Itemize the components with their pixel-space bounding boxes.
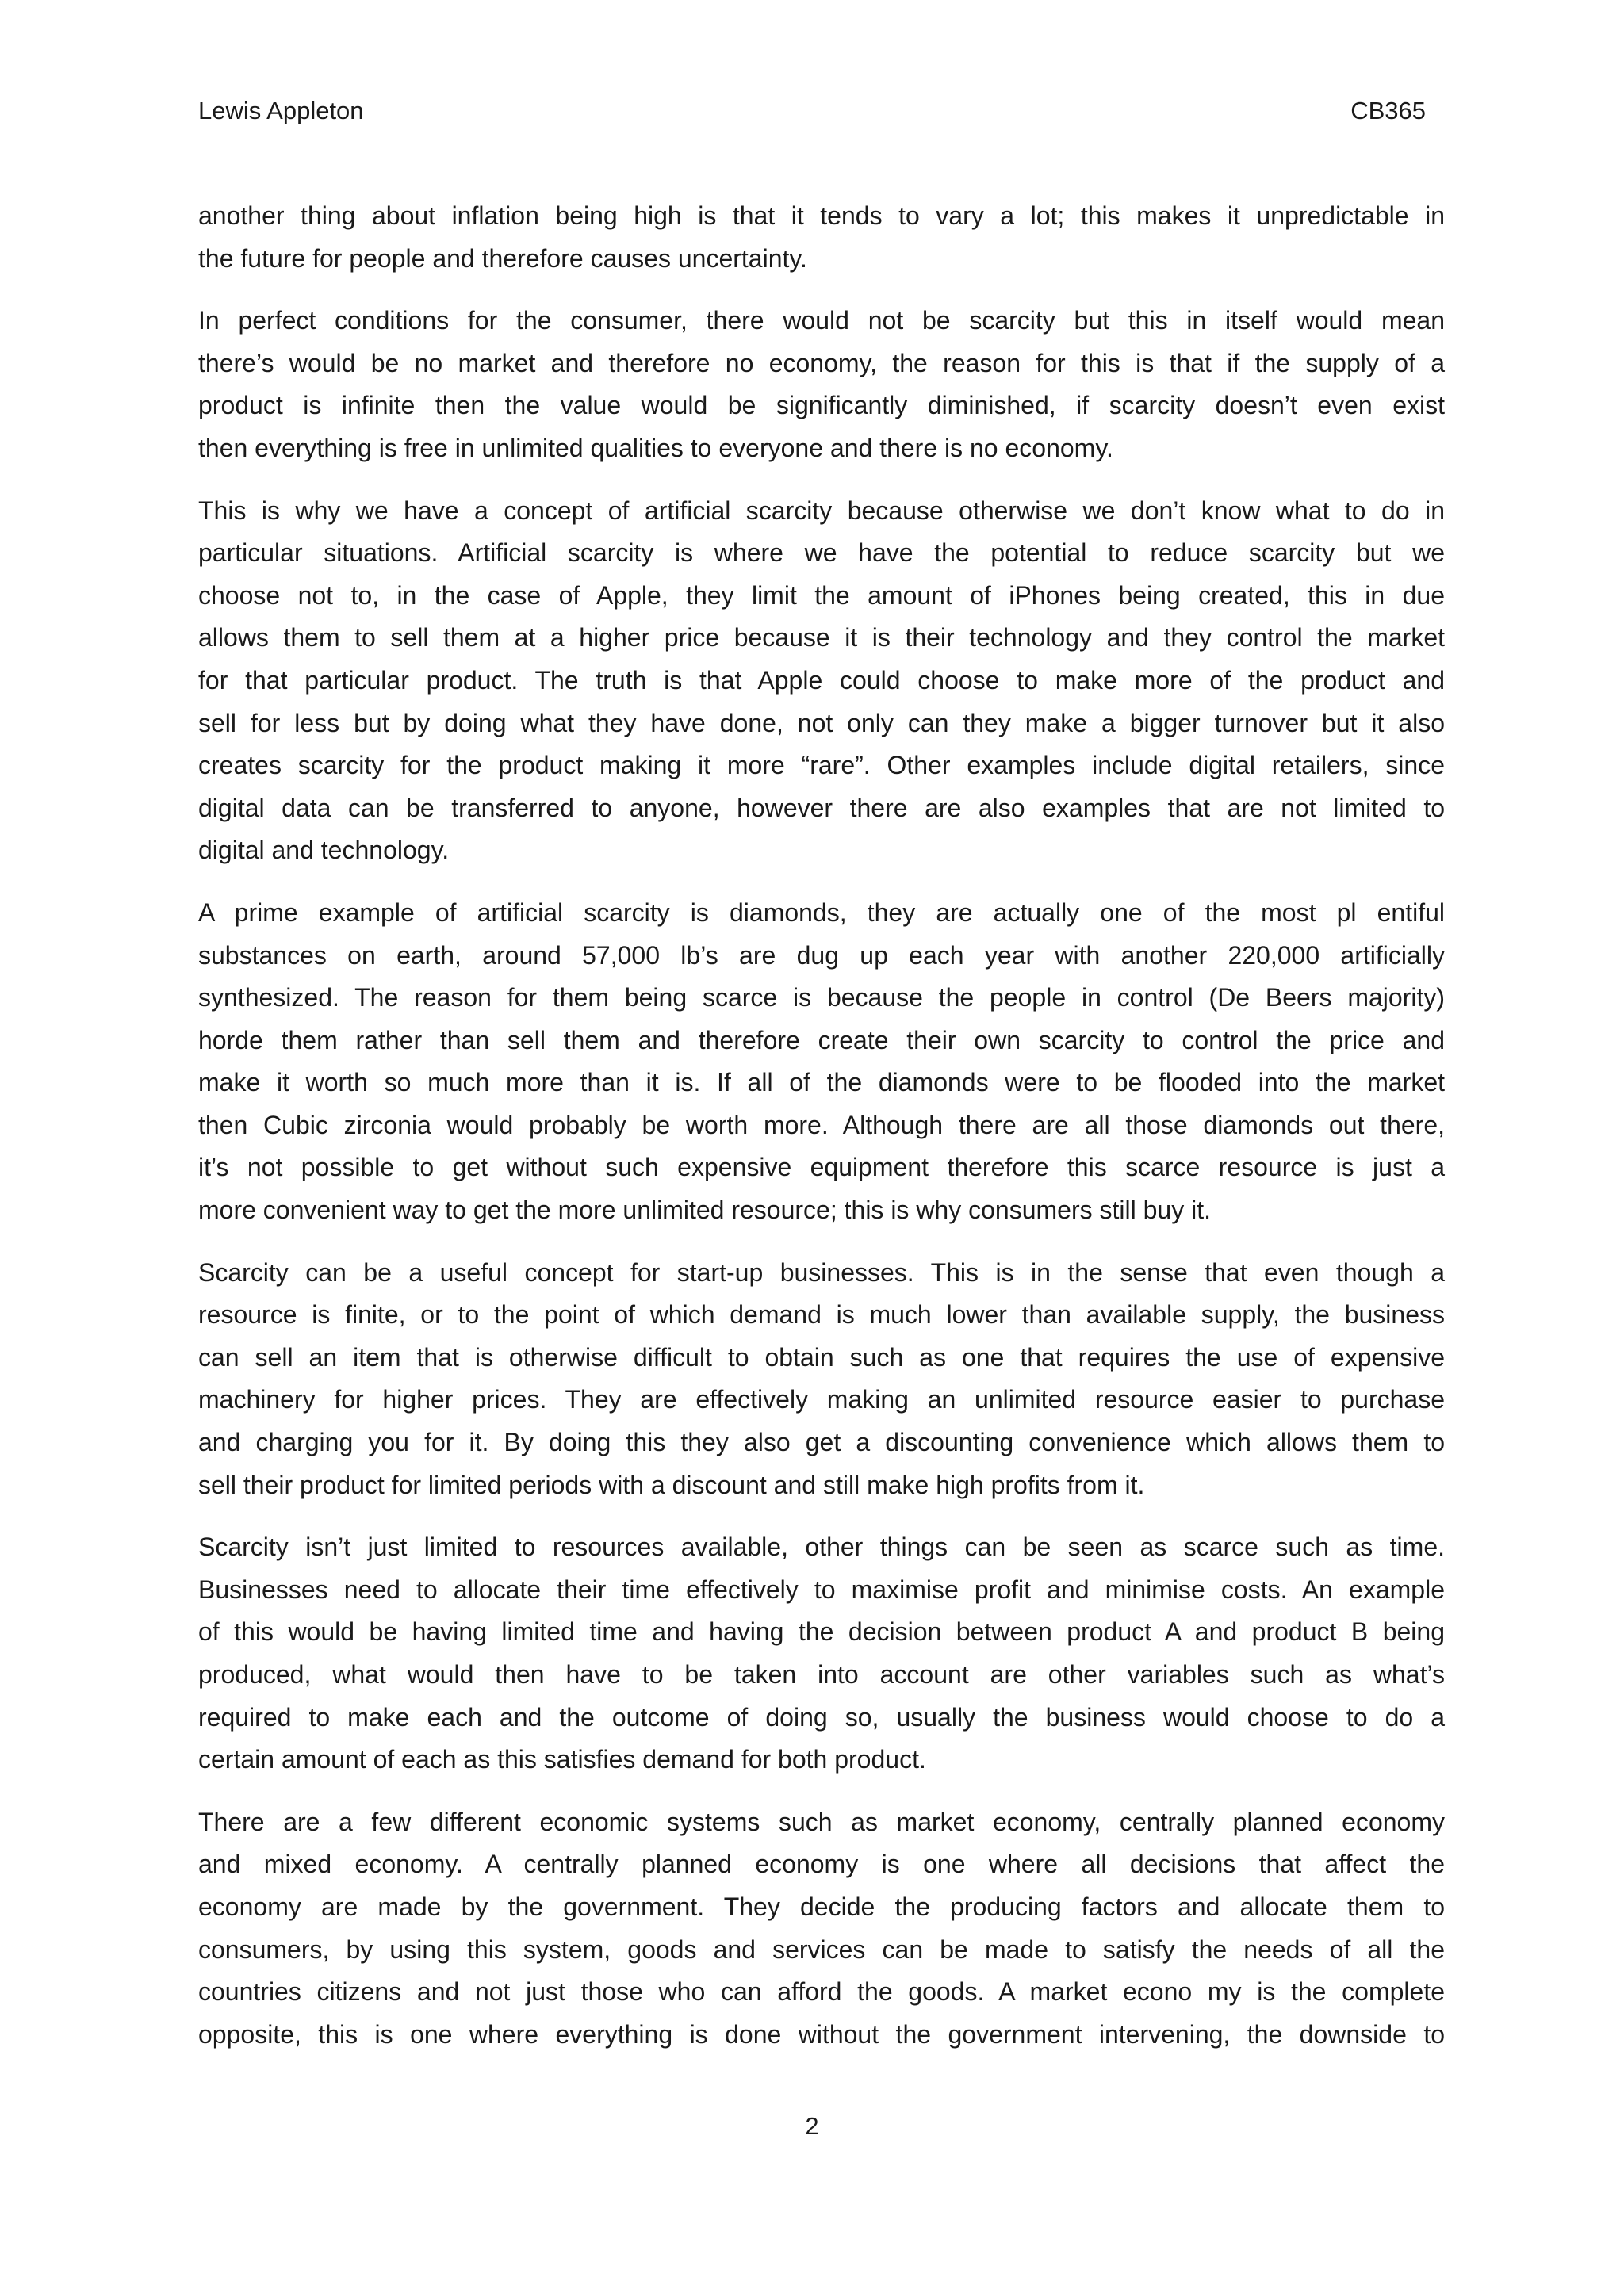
text-line: substances on earth, around 57,000 lb’s are dug up each year with another 220,000 artificially: [198, 940, 1445, 970]
text-line: the future for people and therefore causes uncertainty.: [198, 243, 807, 273]
text-line: product is infinite then the value would be significantly diminished, if scarcity doesn’t even exist: [198, 391, 1445, 420]
page-number: 2: [805, 2112, 819, 2140]
text-line: A prime example of artificial scarcity is diamonds, they are actually one of the most pl entiful: [198, 897, 1445, 927]
text-line: countries citizens and not just those who can afford the goods. A market econo my is the complete: [198, 1977, 1445, 2007]
text-line: consumers, by using this system, goods and services can be made to satisfy the needs of all the: [198, 1934, 1445, 1964]
text-line: can sell an item that is otherwise difficult to obtain such as one that requires the use of expensive: [198, 1342, 1445, 1372]
text-line: allows them to sell them at a higher price because it is their technology and they control the market: [198, 623, 1445, 652]
text-line: for that particular product. The truth is that Apple could choose to make more of the product and: [198, 665, 1445, 695]
text-line: Scarcity isn’t just limited to resources available, other things can be seen as scarce such as time.: [198, 1533, 1445, 1562]
text-line: There are a few different economic systems such as market economy, centrally planned economy: [198, 1807, 1445, 1836]
paragraph-7: [198, 1801, 1445, 2057]
text-line: choose not to, in the case of Apple, they limit the amount of iPhones being created, this in due: [198, 580, 1445, 610]
text-line: then everything is free in unlimited qualities to everyone and there is no economy.: [198, 433, 1113, 462]
body-text: [198, 195, 1445, 2076]
text-line: digital data can be transferred to anyone, however there are also examples that are not limited to: [198, 793, 1445, 822]
text-line: Scarcity can be a useful concept for start-up businesses. This is in the sense that even though a: [198, 1257, 1445, 1287]
text-line: and charging you for it. By doing this they also get a discounting convenience which allows them to: [198, 1428, 1445, 1457]
text-line: economy are made by the government. They decide the producing factors and allocate them to: [198, 1892, 1445, 1921]
text-line: of this would be having limited time and having the decision between product A and product B being: [198, 1617, 1445, 1647]
text-line: make it worth so much more than it is. If all of the diamonds were to be flooded into the market: [198, 1068, 1445, 1097]
text-line: sell for less but by doing what they have done, not only can they make a bigger turnover but it also: [198, 708, 1445, 737]
paragraph-4: [198, 892, 1445, 1232]
text-line: another thing about inflation being high is that it tends to vary a lot; this makes it unpredictable in: [198, 201, 1445, 230]
text-line: resource is finite, or to the point of which demand is much lower than available supply, the business: [198, 1300, 1445, 1330]
text-line: certain amount of each as this satisfies demand for both product.: [198, 1745, 926, 1774]
text-line: more convenient way to get the more unlimited resource; this is why consumers still buy it.: [198, 1196, 1211, 1225]
paragraph-5: [198, 1252, 1445, 1507]
text-line: sell their product for limited periods with a discount and still make high profits from it.: [198, 1470, 1145, 1499]
text-line: there’s would be no market and therefore no economy, the reason for this is that if the supply of a: [198, 348, 1445, 377]
text-line: produced, what would then have to be taken into account are other variables such as what’s: [198, 1660, 1445, 1689]
text-line: opposite, this is one where everything is done without the government intervening, the downside to: [198, 2019, 1445, 2049]
paragraph-1: [198, 195, 1445, 280]
text-line: it’s not possible to get without such expensive equipment therefore this scarce resource is just a: [198, 1153, 1445, 1182]
text-line: machinery for higher prices. They are effectively making an unlimited resource easier to purchase: [198, 1385, 1445, 1414]
paragraph-6: [198, 1526, 1445, 1781]
text-line: digital and technology.: [198, 836, 450, 865]
text-line: creates scarcity for the product making it more “rare”. Other examples include digital retailers, since: [198, 751, 1445, 780]
text-line: and mixed economy. A centrally planned economy is one where all decisions that affect the: [198, 1850, 1445, 1879]
text-line: Businesses need to allocate their time effectively to maximise profit and minimise costs. An example: [198, 1575, 1445, 1604]
author-name: Lewis Appleton: [198, 97, 364, 124]
text-line: In perfect conditions for the consumer, there would not be scarcity but this in itself would mean: [198, 306, 1445, 335]
paragraph-2: [198, 300, 1445, 469]
text-line: horde them rather than sell them and therefore create their own scarcity to control the price and: [198, 1025, 1445, 1054]
text-line: required to make each and the outcome of doing so, usually the business would choose to do a: [198, 1702, 1445, 1732]
paragraph-3: [198, 490, 1445, 872]
text-line: This is why we have a concept of artificial scarcity because otherwise we don’t know what to do in: [198, 496, 1445, 525]
text-line: then Cubic zirconia would probably be worth more. Although there are all those diamonds out there,: [198, 1110, 1445, 1139]
text-line: particular situations. Artificial scarcity is where we have the potential to reduce scarcity but we: [198, 538, 1445, 568]
course-code: CB365: [1350, 97, 1426, 124]
page-header: [198, 94, 1426, 128]
text-line: synthesized. The reason for them being scarce is because the people in control (De Beers majority): [198, 983, 1445, 1012]
page-footer: [0, 2109, 1624, 2144]
